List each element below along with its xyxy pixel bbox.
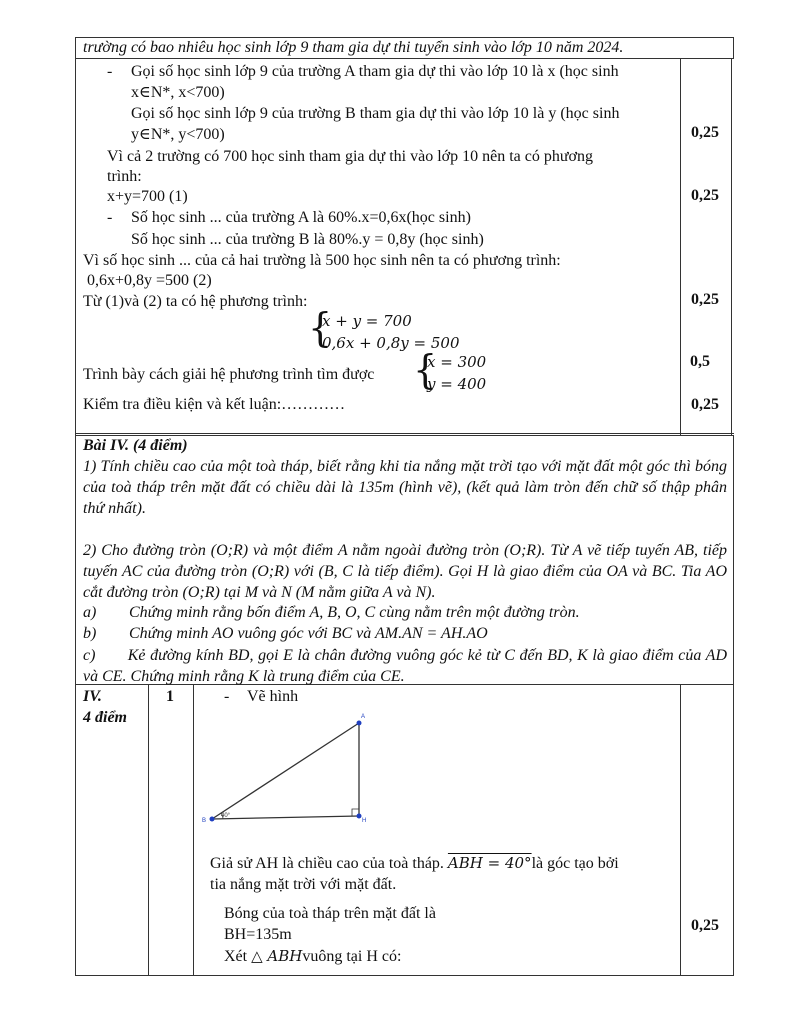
problem4-title: Bài IV. (4 điểm) — [83, 437, 188, 454]
problem4-a: Chứng minh rằng bốn điểm A, B, O, C cùng nằm trên một đường tròn. — [129, 604, 580, 621]
consider-text: Xét — [224, 948, 248, 965]
border-left-solution — [75, 58, 76, 435]
answer4-draw-label: Vẽ hình — [247, 688, 299, 705]
answer4-dash: - — [224, 688, 230, 705]
problem4-c-label: c) — [83, 647, 96, 664]
border-score-col — [680, 58, 681, 435]
solution-line-8: Số học sinh ... của trường A là 60%.x=0,6x(học sinh) — [131, 209, 471, 226]
system1-eq1: x + y = 700 — [322, 312, 412, 330]
solution-line-9: Số học sinh ... của trường B là 80%.y = 0,8y (học sinh) — [131, 231, 484, 248]
header-text: trường có bao nhiêu học sinh lớp 9 tham gia dự thi tuyển sinh vào lớp 10 năm 2024. — [83, 39, 624, 56]
dash-2: - — [107, 209, 113, 226]
problem4-part2: 2) Cho đường tròn (O;R) và một điểm A nằm ngoài đường tròn (O;R). Từ A vẽ tiếp tuyến AB, tiếp tuyến AC của đường tròn (O;R) với (B, C là tiếp điểm). Gọi H là giao điểm của OA và BC. Tia AO cắt đường tròn (O;R) tại M và N (M nằm giữa A và N). — [83, 542, 727, 601]
solution-line-6: trình: — [107, 168, 142, 185]
answer4-label-1: IV. — [83, 688, 102, 705]
problem4-c — [83, 645, 727, 687]
segment-bh — [212, 816, 359, 819]
triangle-abh: △ ABH — [251, 947, 303, 965]
border-solution-bottom — [75, 433, 734, 434]
border-right-header — [733, 37, 734, 59]
solution-line-11: 0,6x+0,8y =500 (2) — [87, 272, 212, 289]
answer4-label-2: 4 điểm — [83, 709, 127, 726]
triangle-figure — [195, 705, 370, 830]
label-a: A — [361, 714, 366, 720]
border-col-3 — [193, 684, 194, 976]
angle-desc: là góc tạo bởi — [531, 855, 619, 872]
answer4-score: 0,25 — [691, 917, 719, 934]
problem4-b: Chứng minh AO vuông góc với BC và AM.AN = AH.AO — [129, 625, 488, 642]
border-left-answer — [75, 684, 76, 976]
point-h — [357, 814, 362, 819]
score-3: 0,25 — [691, 291, 719, 308]
solution-line-1: Gọi số học sinh lớp 9 của trường A tham gia dự thi vào lớp 10 là x (học sinh — [131, 63, 619, 80]
solution-line-5: Vì cả 2 trường có 700 học sinh tham gia dự thi vào lớp 10 nên ta có phương — [107, 148, 593, 165]
border-left-problem — [75, 435, 76, 685]
solution-line-2: x∈N*, x<700) — [131, 84, 225, 101]
answer4-step-5 — [224, 946, 401, 967]
answer4-step-1 — [210, 853, 619, 874]
border-right-problem — [733, 435, 734, 685]
problem4-a-label: a) — [83, 604, 97, 621]
answer4-step-2: tia nắng mặt trời với mặt đất. — [210, 876, 397, 893]
system-brace-2: { — [413, 346, 438, 394]
score-1: 0,25 — [691, 124, 719, 141]
solution-line-4: y∈N*, y<700) — [131, 126, 225, 143]
segment-ab — [212, 723, 359, 819]
point-a — [357, 721, 362, 726]
answer4-part-number: 1 — [166, 688, 174, 705]
system-brace-1: { — [308, 304, 333, 352]
score-4: 0,5 — [690, 353, 710, 370]
border-right-solution — [731, 58, 732, 435]
score-2: 0,25 — [691, 187, 719, 204]
answer4-step-3: Bóng của toà tháp trên mặt đất là — [224, 905, 436, 922]
system2-eq2: y = 400 — [427, 375, 487, 393]
solution-line-10: Vì số học sinh ... của cả hai trường là 500 học sinh nên ta có phương trình: — [83, 252, 561, 269]
label-b: B — [202, 818, 207, 824]
right-at-h-text: vuông tại H có: — [302, 948, 402, 965]
border-bottom — [75, 975, 734, 976]
border-left-header — [75, 37, 76, 59]
answer4-step-4: BH=135m — [224, 926, 292, 943]
score-5: 0,25 — [691, 396, 719, 413]
problem4-b-label: b) — [83, 625, 97, 642]
solution-line-7: x+y=700 (1) — [107, 188, 188, 205]
label-angle: 40° — [221, 813, 231, 819]
solution-line-13: Trình bày cách giải hệ phương trình tìm được — [83, 366, 375, 383]
system1-eq2: 0,6x + 0,8y = 500 — [322, 334, 460, 352]
problem4-c-text: Kẻ đường kính BD, gọi E là chân đường vuông góc kẻ từ C đến BD, K là giao điểm của AD và CE. Chứng minh rằng K là trung điểm của CE. — [83, 647, 727, 685]
solution-line-14: Kiểm tra điều kiện và kết luận:………… — [83, 396, 346, 413]
dash-1: - — [107, 63, 113, 80]
assume-text: Giả sử AH là chiều cao của toà tháp. — [210, 855, 444, 872]
solution-line-3: Gọi số học sinh lớp 9 của trường B tham gia dự thi vào lớp 10 là y (học sinh — [131, 105, 620, 122]
point-b — [210, 817, 215, 822]
angle-abh: ABH = 40° — [447, 854, 532, 872]
border-header-bottom — [75, 58, 734, 59]
border-col-2 — [148, 684, 149, 976]
problem4-part1: 1) Tính chiều cao của một toà tháp, biết rằng khi tia nắng mặt trời tạo với mặt đất một góc thì bóng của toà tháp trên mặt đất có chiều dài là 135m (hình vẽ), (kết quả làm tròn đến chữ số thập phân thứ nhất). — [83, 458, 727, 517]
solution-line-12: Từ (1)và (2) ta có hệ phương trình: — [83, 293, 308, 310]
label-h: H — [362, 818, 367, 824]
system2-eq1: x = 300 — [427, 353, 487, 371]
